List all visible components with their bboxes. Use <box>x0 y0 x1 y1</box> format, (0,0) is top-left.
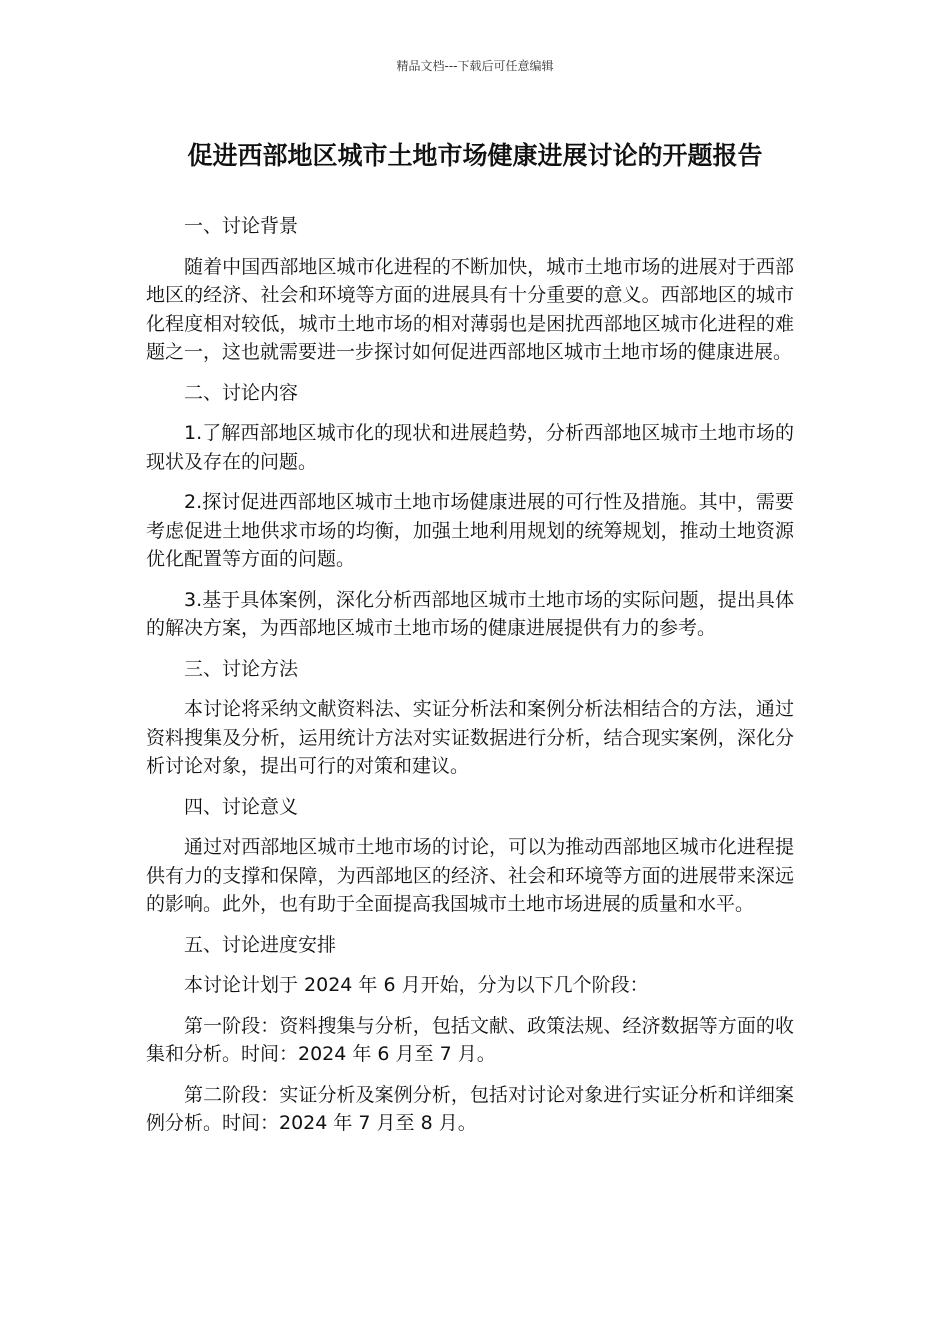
document-title: 促进西部地区城市土地市场健康进展讨论的开题报告 <box>187 141 763 170</box>
paragraph-content-item-3: 3.基于具体案例，深化分析西部地区城市土地市场的实际问题，提出具体的解决方案，为西部地区城市土地市场的健康进展提供有力的参考。 <box>146 588 794 639</box>
paragraph-schedule-stage-1: 第一阶段：资料搜集与分析，包括文献、政策法规、经济数据等方面的收集和分析。时间：2024 年 6 月至 7 月。 <box>146 1014 794 1065</box>
paragraph-schedule-stage-2: 第二阶段：实证分析及案例分析，包括对讨论对象进行实证分析和详细案例分析。时间：2024 年 7 月至 8 月。 <box>146 1083 794 1134</box>
paragraph-content-item-2: 2.探讨促进西部地区城市土地市场健康进展的可行性及措施。其中，需要考虑促进土地供求市场的均衡，加强土地利用规划的统筹规划，推动土地资源优化配置等方面的问题。 <box>146 491 794 570</box>
paragraph-significance: 通过对西部地区城市土地市场的讨论，可以为推动西部地区城市化进程提供有力的支撑和保障，为西部地区的经济、社会和环境等方面的进展带来深远的影响。此外，也有助于全面提高我国城市土地市场进展的质量和水平。 <box>146 836 794 915</box>
header-note: 精品文档---下载后可任意编辑 <box>396 59 554 73</box>
paragraph-background: 随着中国西部地区城市化进程的不断加快，城市土地市场的进展对于西部地区的经济、社会和环境等方面的进展具有十分重要的意义。西部地区的城市化程度相对较低，城市土地市场的相对薄弱也是困扰西部地区城市化进程的难题之一，这也就需要进一步探讨如何促进西部地区城市土地市场的健康进展。 <box>146 255 794 363</box>
section-heading-schedule: 五、讨论进度安排 <box>184 933 337 956</box>
paragraph-content-item-1: 1.了解西部地区城市化的现状和进展趋势，分析西部地区城市土地市场的现状及存在的问题。 <box>146 422 794 473</box>
paragraph-method: 本讨论将采纳文献资料法、实证分析法和案例分析法相结合的方法，通过资料搜集及分析，运用统计方法对实证数据进行分析，结合现实案例，深化分析讨论对象，提出可行的对策和建议。 <box>146 698 794 777</box>
section-heading-content: 二、讨论内容 <box>184 381 299 404</box>
section-heading-significance: 四、讨论意义 <box>184 795 299 818</box>
section-heading-background: 一、讨论背景 <box>184 215 299 237</box>
document-body <box>146 212 794 1150</box>
paragraph-schedule-intro: 本讨论计划于 2024 年 6 月开始，分为以下几个阶段： <box>184 974 649 996</box>
section-heading-method: 三、讨论方法 <box>184 657 299 680</box>
